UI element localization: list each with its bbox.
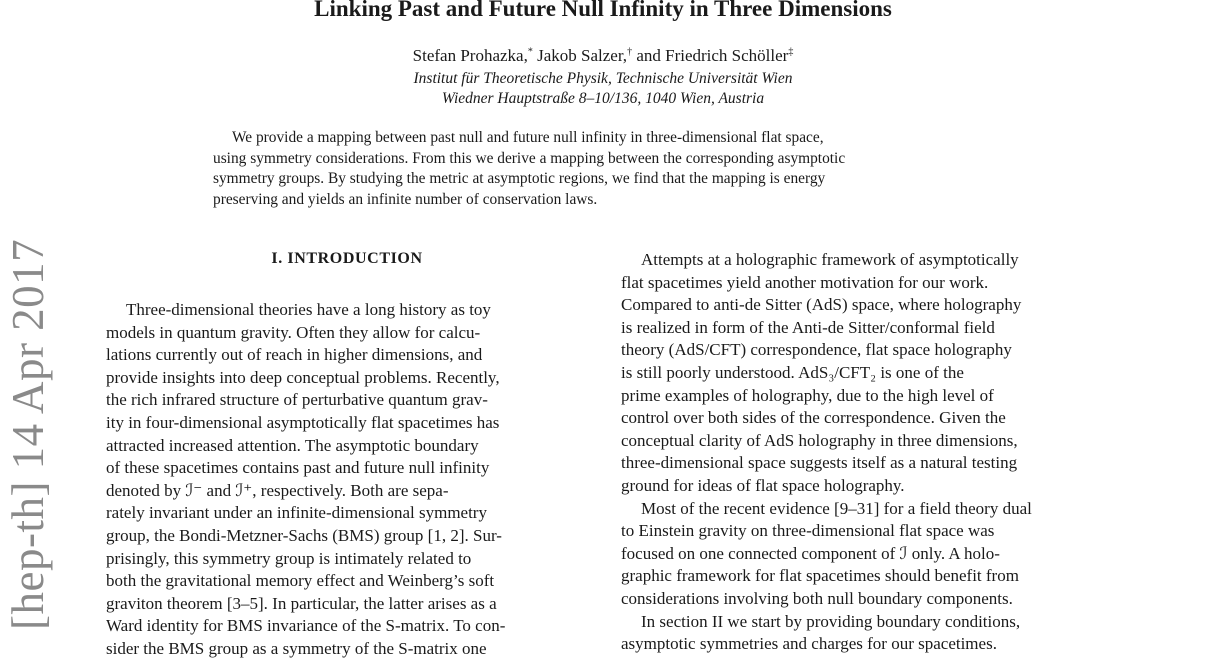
text-line: Most of the recent evidence [9–31] for a field theory dual: [641, 498, 1032, 518]
author-3: and Friedrich Schöller: [632, 46, 789, 65]
text-line: to Einstein gravity on three-dimensional flat space was: [621, 521, 995, 541]
author-list: [0, 46, 1206, 66]
right-column: [621, 249, 1105, 656]
author-1-mark: *: [527, 46, 533, 58]
left-column: [106, 299, 590, 661]
text-line: Compared to anti-de Sitter (AdS) space, where holography: [621, 295, 1022, 315]
text-line: Attempts at a holographic framework of asymptotically: [641, 250, 1019, 269]
abstract-line: symmetry groups. By studying the metric at asymptotic regions, we find that the mapping is energy: [213, 170, 826, 188]
abstract: [213, 128, 999, 210]
paper-title: Linking Past and Future Null Infinity in Three Dimensions: [314, 0, 892, 21]
text-line: rately invariant under an infinite-dimensional symmetry: [106, 503, 487, 523]
abstract-line: We provide a mapping between past null and future null infinity in three-dimensional flat space,: [232, 129, 824, 146]
text-line: ground for ideas of flat space holography.: [621, 475, 905, 495]
text-line: three-dimensional space suggests itself as a natural testing: [621, 453, 1018, 473]
text-line: attracted increased attention. The asymptotic boundary: [106, 435, 479, 455]
text-line: of these spacetimes contains past and future null infinity: [106, 458, 490, 478]
text-line: sider the BMS group as a symmetry of the S-matrix one: [106, 638, 487, 658]
text-line: prisingly, this symmetry group is intimately related to: [106, 548, 472, 568]
text-line: Three-dimensional theories have a long history as toy: [126, 300, 491, 319]
text-line: asymptotic symmetries and charges for our spacetimes.: [621, 634, 997, 654]
text-line: is realized in form of the Anti-de Sitter/conformal field: [621, 317, 995, 337]
abstract-line: using symmetry considerations. From this we derive a mapping between the corresponding asymptotic: [213, 149, 846, 167]
affiliation-line-2: Wiedner Hauptstraße 8–10/136, 1040 Wien, Austria: [441, 90, 765, 107]
text-line: is still poorly understood. AdS₃/CFT₂ is one of the: [621, 362, 964, 382]
text-line: ity in four-dimensional asymptotically flat spacetimes has: [106, 412, 500, 432]
text-line: In section II we start by providing boundary conditions,: [641, 611, 1021, 631]
text-line: lations currently out of reach in higher dimensions, and: [106, 345, 483, 365]
text-line: provide insights into deep conceptual problems. Recently,: [106, 367, 500, 387]
author-3-mark: ‡: [788, 46, 794, 58]
text-line: denoted by ℐ⁻ and ℐ⁺, respectively. Both are sepa-: [106, 480, 449, 500]
text-line: group, the Bondi-Metzner-Sachs (BMS) group [1, 2]. Sur-: [106, 525, 502, 545]
text-line: prime examples of holography, due to the high level of: [621, 385, 994, 405]
text-line: conceptual clarity of AdS holography in three dimensions,: [621, 430, 1018, 450]
author-1: Stefan Prohazka,: [412, 46, 528, 65]
author-2: Jakob Salzer,: [532, 46, 628, 65]
text-line: theory (AdS/CFT) correspondence, flat space holography: [621, 340, 1012, 360]
abstract-line: preserving and yields an infinite number of conservation laws.: [213, 190, 598, 208]
text-line: flat spacetimes yield another motivation for our work.: [621, 272, 989, 292]
text-line: graphic framework for flat spacetimes should benefit from: [621, 566, 1019, 586]
text-line: considerations involving both null boundary components.: [621, 588, 1013, 608]
section-heading-introduction: I. INTRODUCTION: [271, 250, 423, 267]
text-line: models in quantum gravity. Often they allow for calcu-: [106, 322, 481, 342]
text-line: the rich infrared structure of perturbative quantum grav-: [106, 390, 488, 410]
text-line: control over both sides of the correspondence. Given the: [621, 408, 1006, 428]
text-line: both the gravitational memory effect and Weinberg’s soft: [106, 571, 495, 591]
affiliation-line-1: Institut für Theoretische Physik, Technische Universität Wien: [413, 70, 793, 87]
text-line: Ward identity for BMS invariance of the S-matrix. To con-: [106, 616, 506, 636]
text-line: graviton theorem [3–5]. In particular, the latter arises as a: [106, 593, 497, 613]
arxiv-side-stamp: [hep-th] 14 Apr 2017: [3, 238, 53, 630]
text-line: focused on one connected component of ℐ only. A holo-: [621, 543, 1000, 563]
author-2-mark: †: [627, 46, 633, 58]
